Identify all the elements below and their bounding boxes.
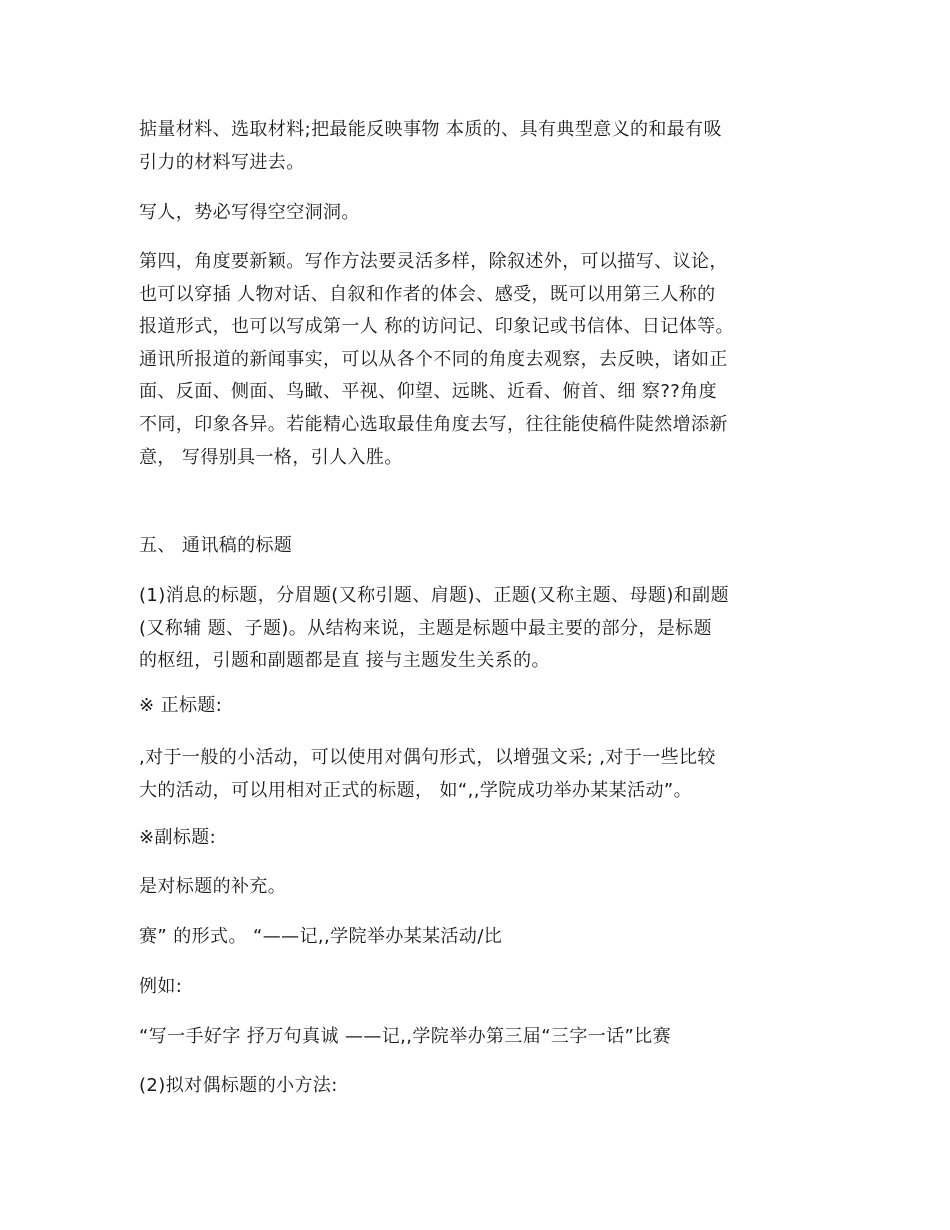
paragraph-news-title-structure [139, 580, 819, 678]
text-line: 的枢纽，引题和副题都是直 接与主题发生关系的。 [139, 650, 550, 672]
text-line: 赛” 的形式。 “——记,,学院举办某某活动/比 [139, 926, 503, 947]
heading-couplet-method [139, 1070, 819, 1103]
text-line: “写一手好字 抒万句真诚 ——记,,学院举办第三届“三字一话”比赛 [139, 1026, 672, 1047]
text-line: (又称辅 题、子题)。从结构来说，主题是标题中最主要的部分，是标题 [139, 617, 712, 639]
text-line: 引力的材料写进去。 [139, 151, 305, 173]
heading-main-title [139, 690, 819, 723]
section-heading-titles [139, 530, 819, 563]
heading-subtitle [139, 822, 819, 855]
text-line: (2)拟对偶标题的小方法: [139, 1075, 338, 1096]
text-line: 面、反面、侧面、鸟瞰、平视、仰望、远眺、近看、俯首、细 察??角度 [139, 381, 718, 403]
paragraph-writing-people [139, 197, 819, 230]
paragraph-example-title [139, 1021, 819, 1054]
text-line: 是对标题的补充。 [139, 876, 287, 897]
text-line: 意， 写得别具一格，引人入胜。 [139, 446, 403, 468]
paragraph-example-label [139, 971, 819, 1004]
paragraph-subtitle-format [139, 921, 819, 954]
paragraph-main-title-usage [139, 742, 819, 807]
text-line: 第四，角度要新颖。写作方法要灵活多样，除叙述外，可以描写、议论， [139, 251, 728, 272]
text-line: ※ 正标题: [139, 695, 223, 716]
paragraph-material-selection [139, 114, 819, 179]
text-line: ※副标题: [139, 827, 217, 848]
text-line: 大的活动，可以用相对正式的标题， 如“,,学院成功举办某某活动”。 [139, 779, 693, 801]
paragraph-subtitle-definition [139, 871, 819, 904]
text-line: 通讯所报道的新闻事实，可以从各个不同的角度去观察，去反映，诸如正 [139, 348, 728, 370]
paragraph-fourth-angle [139, 246, 819, 474]
text-line: 掂量材料、选取材料;把最能反映事物 本质的、具有典型意义的和最有吸 [139, 119, 722, 140]
text-line: 报道形式，也可以写成第一人 称的访问记、印象记或书信体、日记体等。 [139, 316, 734, 338]
text-line: 不同，印象各异。若能精心选取最佳角度去写，往往能使稿件陡然增添新 [139, 413, 728, 435]
text-line: 也可以穿插 人物对话、自叙和作者的体会、感受，既可以用第三人称的 [139, 283, 716, 305]
text-line: ,对于一般的小活动，可以使用对偶句形式，以增强文采; ,对于一些比较 [139, 747, 716, 768]
text-line: 例如: [139, 976, 183, 997]
text-line: 写人，势必写得空空洞洞。 [139, 202, 360, 223]
text-line: (1)消息的标题，分眉题(又称引题、肩题)、正题(又称主题、母题)和副题 [139, 585, 729, 606]
text-line: 五、 通讯稿的标题 [139, 535, 293, 556]
